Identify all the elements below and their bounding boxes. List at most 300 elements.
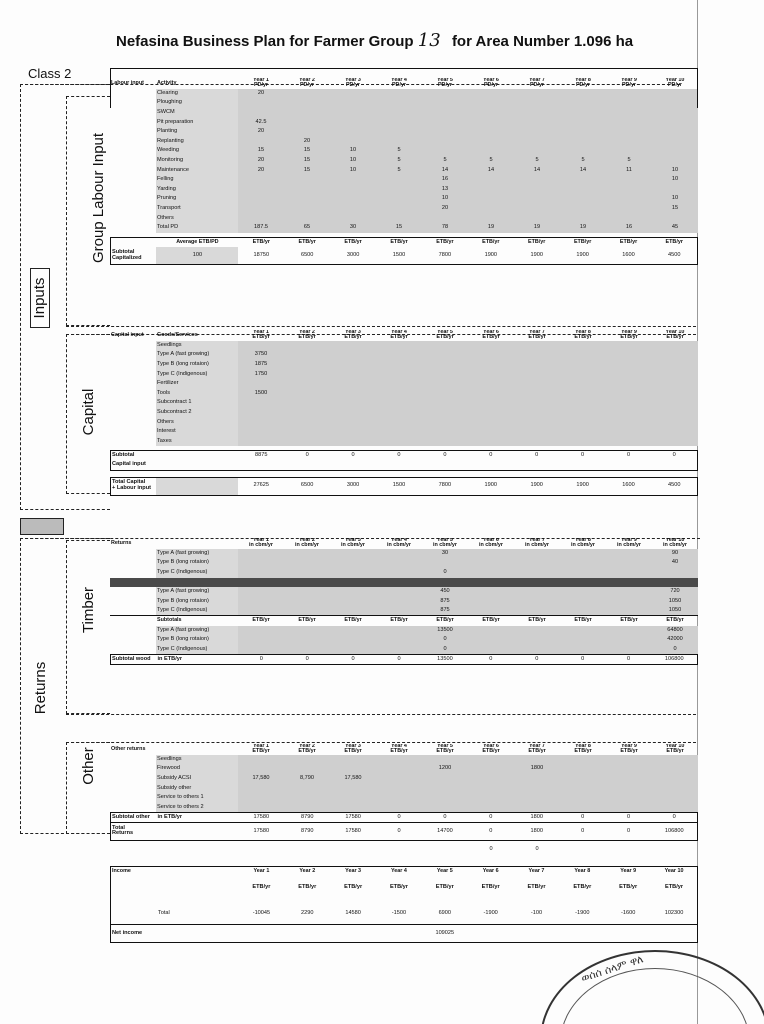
table-cell <box>606 194 652 204</box>
table-cell: Seedlings <box>156 341 238 351</box>
table-cell: Type C (Indigenous) <box>156 606 238 616</box>
column-header: Year 6 in cbm/yr <box>479 538 503 549</box>
table-cell <box>560 408 606 418</box>
table-cell: Service to others 1 <box>156 793 238 803</box>
table-cell <box>468 127 514 137</box>
table-cell: 15 <box>284 146 330 156</box>
table-cell: Subsidy ACSI <box>156 774 238 784</box>
table-cell <box>560 803 606 813</box>
table-cell <box>514 606 560 616</box>
table-cell <box>606 764 652 774</box>
table-cell <box>468 214 514 224</box>
table-cell <box>110 146 156 156</box>
table-cell: 875 <box>422 597 468 607</box>
capital-subtotal-table <box>110 450 698 470</box>
table-cell <box>238 341 284 351</box>
table-cell: -1900 <box>483 909 498 916</box>
table-cell: 1600 <box>622 482 635 489</box>
table-cell: ETB/yr <box>527 883 546 890</box>
table-cell: 1800 <box>530 813 543 820</box>
table-cell: 1500 <box>392 251 406 258</box>
table-cell: 0 <box>376 822 422 840</box>
table-cell: Taxes <box>156 437 238 447</box>
table-cell <box>652 360 698 370</box>
table-cell <box>468 626 514 636</box>
table-cell: 14 <box>422 166 468 176</box>
table-cell: 0 <box>626 813 631 820</box>
column-header: Year 7 ETB/yr <box>528 330 546 341</box>
table-row <box>110 437 698 447</box>
table-cell <box>514 793 560 803</box>
labour-bottom-line <box>66 326 696 327</box>
table-cell: ETB/yr <box>468 616 514 626</box>
table-cell: Type A (fast growing) <box>156 587 238 597</box>
table-cell <box>606 597 652 607</box>
table-cell <box>110 389 156 399</box>
other-section <box>110 744 698 855</box>
table-cell <box>238 108 284 118</box>
column-header: Year 4 ETB/yr <box>390 744 408 755</box>
table-cell <box>606 360 652 370</box>
table-cell <box>652 341 698 351</box>
table-cell: 0 <box>606 822 652 840</box>
table-cell <box>239 924 285 942</box>
table-cell <box>110 108 156 118</box>
table-cell <box>376 341 422 351</box>
table-cell <box>606 645 652 655</box>
table-cell: ETB/yr <box>390 238 408 245</box>
net-income-value: 109025 <box>422 924 468 942</box>
table-cell <box>110 214 156 224</box>
table-cell: 13 <box>422 185 468 195</box>
table-cell <box>606 803 652 813</box>
table-cell: Type C (Indigenous) <box>156 568 238 578</box>
total-capital-line: Total Capital <box>112 479 146 486</box>
table-cell <box>652 370 698 380</box>
table-cell: ETB/yr <box>252 883 271 890</box>
table-row <box>110 784 698 794</box>
table-cell <box>468 568 514 578</box>
table-cell: 0 <box>422 635 468 645</box>
table-cell <box>376 568 422 578</box>
table-cell <box>422 350 468 360</box>
table-cell <box>514 558 560 568</box>
farmer-group-number: 13 <box>417 30 441 51</box>
table-cell: ETB/yr <box>238 616 284 626</box>
table-cell: ETB/yr <box>573 238 592 245</box>
table-cell <box>110 398 156 408</box>
table-cell: ETB/yr <box>619 883 638 890</box>
table-cell <box>284 118 330 128</box>
table-cell: 11 <box>606 166 652 176</box>
table-cell <box>468 803 514 813</box>
table-cell <box>330 845 376 855</box>
table-cell: 27625 <box>253 482 270 489</box>
table-cell: 14700 <box>422 822 468 840</box>
table-cell: 15 <box>284 166 330 176</box>
table-row <box>110 635 698 645</box>
table-cell <box>422 370 468 380</box>
table-row <box>110 370 698 380</box>
table-cell: 0 <box>443 452 447 459</box>
total-row <box>111 813 698 823</box>
header-row <box>110 616 698 626</box>
table-cell <box>238 194 284 204</box>
table-cell <box>652 408 698 418</box>
title-prefix: Nefasina Business Plan for Farmer Group <box>116 33 414 50</box>
table-cell: 106800 <box>664 655 684 662</box>
table-cell: 0 <box>489 452 493 459</box>
table-cell <box>110 549 156 559</box>
total-returns-row <box>111 822 698 840</box>
table-cell <box>284 185 330 195</box>
table-row <box>110 156 698 166</box>
table-cell <box>468 418 514 428</box>
column-header: Year 3 ETB/yr <box>344 330 362 341</box>
table-cell <box>284 803 330 813</box>
table-cell: 102300 <box>664 909 684 916</box>
table-cell <box>468 389 514 399</box>
table-row <box>110 626 698 636</box>
table-cell: 0 <box>397 813 401 820</box>
table-cell <box>560 568 606 578</box>
table-cell: Subcontract 2 <box>156 408 238 418</box>
table-cell: 0 <box>489 845 493 852</box>
table-cell <box>560 427 606 437</box>
table-cell: Weeding <box>156 146 238 156</box>
column-header: Labour input <box>111 79 144 86</box>
table-cell: Subtotal wood <box>112 655 151 662</box>
table-cell <box>468 645 514 655</box>
table-cell: 14580 <box>345 909 361 916</box>
table-cell <box>110 341 156 351</box>
table-cell: 5 <box>376 166 422 176</box>
table-cell <box>560 398 606 408</box>
table-cell <box>605 924 651 942</box>
table-cell: 20 <box>238 89 284 99</box>
table-cell <box>514 204 560 214</box>
table-cell <box>111 909 157 919</box>
table-cell <box>284 398 330 408</box>
table-cell: Felling <box>156 175 238 185</box>
table-cell <box>652 185 698 195</box>
table-cell: 0 <box>489 813 493 820</box>
column-header: Year 1 in cbm/yr <box>249 538 273 549</box>
table-cell: 17580 <box>238 822 284 840</box>
table-cell: Year 2 <box>299 868 316 875</box>
table-cell <box>156 477 238 495</box>
table-cell: Income <box>112 868 131 875</box>
table-cell: 1200 <box>422 764 468 774</box>
table-cell: 3000 <box>346 251 360 258</box>
table-cell: ETB/yr <box>652 616 698 626</box>
table-cell <box>284 437 330 447</box>
column-header: Year 2 ETB/yr <box>298 330 316 341</box>
table-cell <box>560 214 606 224</box>
table-row <box>110 558 698 568</box>
table-cell: ETB/yr <box>573 883 592 890</box>
table-cell <box>238 587 284 597</box>
column-header: Year 5 ETB/yr <box>436 744 454 755</box>
income-total-row <box>111 909 697 919</box>
table-cell <box>652 755 698 765</box>
table-cell <box>560 645 606 655</box>
table-cell: 40 <box>652 558 698 568</box>
subtotal-label-row <box>111 460 698 470</box>
table-cell <box>376 185 422 195</box>
table-row <box>110 223 698 233</box>
table-cell: 6500 <box>300 482 314 489</box>
table-cell <box>110 166 156 176</box>
table-cell: Subcontract 1 <box>156 398 238 408</box>
table-cell <box>284 341 330 351</box>
column-header: Capital input <box>111 331 144 338</box>
table-cell <box>514 360 560 370</box>
table-cell <box>468 137 514 147</box>
table-cell <box>238 755 284 765</box>
table-cell <box>376 924 422 942</box>
table-cell: Year 6 <box>482 868 499 875</box>
table-cell <box>330 437 376 447</box>
table-cell <box>330 626 376 636</box>
table-cell <box>156 822 238 840</box>
table-cell <box>330 803 376 813</box>
table-cell <box>330 118 376 128</box>
table-cell <box>330 214 376 224</box>
table-cell <box>330 350 376 360</box>
table-cell <box>652 427 698 437</box>
column-header: Year 9 in cbm/yr <box>617 538 641 549</box>
table-row <box>110 146 698 156</box>
table-cell <box>110 793 156 803</box>
table-row <box>110 774 698 784</box>
column-header: Year 10 in cbm/yr <box>663 538 687 549</box>
column-header: Year 6 PD/yr <box>483 78 499 89</box>
table-cell <box>606 408 652 418</box>
table-cell <box>157 877 239 899</box>
table-cell <box>606 146 652 156</box>
column-header <box>156 744 238 755</box>
table-cell: in ETB/yr <box>157 655 183 662</box>
table-cell: 0 <box>535 655 539 662</box>
table-cell <box>560 764 606 774</box>
average-etb-per-pd: 100 <box>156 247 238 265</box>
table-cell <box>376 626 422 636</box>
table-cell <box>422 398 468 408</box>
table-cell <box>560 626 606 636</box>
table-row <box>110 175 698 185</box>
table-cell <box>468 360 514 370</box>
table-cell: Service to others 2 <box>156 803 238 813</box>
column-header: Year 7 ETB/yr <box>528 744 546 755</box>
table-cell <box>376 793 422 803</box>
table-cell: ETB/yr <box>482 238 500 245</box>
table-cell <box>284 793 330 803</box>
table-cell: 42.5 <box>238 118 284 128</box>
table-cell: Capital input <box>112 461 146 468</box>
table-cell <box>560 389 606 399</box>
table-cell: 1050 <box>652 597 698 607</box>
table-cell <box>284 568 330 578</box>
capitalized-label-line: Capitalized <box>112 254 142 261</box>
column-header: Year 5 in cbm/yr <box>433 538 457 549</box>
table-cell <box>284 370 330 380</box>
timber-subtotal-table <box>110 654 698 665</box>
table-cell <box>606 578 652 588</box>
table-cell <box>560 370 606 380</box>
table-cell <box>514 635 560 645</box>
column-header: Year 4 PD/yr <box>391 78 407 89</box>
table-cell <box>376 587 422 597</box>
table-cell: 8790 <box>284 822 330 840</box>
table-cell: 0 <box>259 655 263 662</box>
total-row <box>111 451 698 461</box>
table-cell <box>468 427 514 437</box>
table-cell <box>376 635 422 645</box>
table-cell <box>330 755 376 765</box>
table-cell <box>514 549 560 559</box>
column-header: Year 10 PD/yr <box>665 78 685 89</box>
table-cell <box>284 360 330 370</box>
table-cell: 4500 <box>668 482 681 489</box>
table-cell <box>560 379 606 389</box>
table-cell <box>468 924 514 942</box>
spacer-row <box>111 899 697 909</box>
column-header: Year 10 ETB/yr <box>665 744 685 755</box>
table-cell <box>238 398 284 408</box>
table-cell <box>238 597 284 607</box>
table-cell: 17580 <box>253 813 270 820</box>
table-cell: 17580 <box>345 813 361 820</box>
table-cell <box>284 127 330 137</box>
table-cell <box>330 127 376 137</box>
table-cell <box>560 204 606 214</box>
table-cell <box>422 845 468 855</box>
table-cell <box>560 774 606 784</box>
below-row <box>110 845 698 855</box>
table-cell <box>606 370 652 380</box>
table-cell <box>238 558 284 568</box>
table-cell <box>468 379 514 389</box>
table-cell: Total PD <box>156 223 238 233</box>
table-cell <box>376 418 422 428</box>
table-cell <box>514 379 560 389</box>
table-cell: 1800 <box>514 822 560 840</box>
table-cell <box>468 549 514 559</box>
table-cell <box>238 784 284 794</box>
table-cell <box>560 587 606 597</box>
table-cell <box>110 175 156 185</box>
divider-row <box>110 578 698 588</box>
table-cell <box>514 626 560 636</box>
column-header: Year 1 ETB/yr <box>252 330 270 341</box>
table-cell <box>110 558 156 568</box>
table-cell: 45 <box>652 223 698 233</box>
column-header: Year 9 ETB/yr <box>620 744 638 755</box>
table-cell <box>652 137 698 147</box>
table-cell: 0 <box>351 452 355 459</box>
table-cell <box>422 408 468 418</box>
table-cell <box>514 755 560 765</box>
header-row <box>110 538 698 549</box>
table-cell: Type C (Indigenous) <box>156 645 238 655</box>
table-cell <box>606 755 652 765</box>
table-cell <box>560 146 606 156</box>
income-table <box>111 867 697 942</box>
column-header: Year 2 PD/yr <box>299 78 315 89</box>
labour-section <box>110 68 698 265</box>
table-cell <box>238 578 284 588</box>
group-labour-input-label: Group Labour Input <box>90 132 107 264</box>
table-cell <box>284 784 330 794</box>
table-cell <box>468 341 514 351</box>
table-cell <box>238 427 284 437</box>
table-cell: 2290 <box>301 909 314 916</box>
table-cell <box>468 606 514 616</box>
class-label: Class 2 <box>28 66 72 81</box>
table-cell <box>422 793 468 803</box>
table-cell <box>652 108 698 118</box>
table-cell <box>284 389 330 399</box>
table-cell: 20 <box>238 127 284 137</box>
table-cell <box>238 175 284 185</box>
table-cell <box>514 175 560 185</box>
table-cell: 17,580 <box>238 774 284 784</box>
column-header: Year 2 in cbm/yr <box>295 538 319 549</box>
table-row <box>110 427 698 437</box>
table-row <box>110 793 698 803</box>
table-cell: 5 <box>376 146 422 156</box>
table-cell: 1050 <box>652 606 698 616</box>
table-cell: ETB/yr <box>344 238 362 245</box>
table-cell: 6900 <box>438 909 452 916</box>
table-cell: Type B (long rotaion) <box>156 635 238 645</box>
table-cell: Tools <box>156 389 238 399</box>
table-cell <box>514 341 560 351</box>
table-cell: 0 <box>422 645 468 655</box>
table-cell <box>110 204 156 214</box>
table-cell <box>376 108 422 118</box>
table-cell <box>110 127 156 137</box>
column-header: Year 6 ETB/yr <box>482 744 500 755</box>
table-cell: ETB/yr <box>665 883 684 890</box>
table-cell: 1900 <box>530 482 543 489</box>
table-cell <box>606 379 652 389</box>
income-section <box>110 866 698 943</box>
table-cell: 7800 <box>438 482 452 489</box>
table-cell: ETB/yr <box>619 238 638 245</box>
column-header: Returns <box>111 539 132 546</box>
table-cell: 17,580 <box>330 774 376 784</box>
table-cell <box>238 645 284 655</box>
income-units-row <box>111 877 697 899</box>
timber-bottom-line <box>66 714 696 715</box>
table-cell: Interest <box>156 427 238 437</box>
table-cell <box>652 784 698 794</box>
table-cell <box>376 803 422 813</box>
table-cell <box>468 597 514 607</box>
table-cell <box>468 408 514 418</box>
table-cell <box>560 558 606 568</box>
table-cell <box>560 755 606 765</box>
table-cell: 14 <box>560 166 606 176</box>
table-cell <box>376 606 422 616</box>
net-income-row <box>111 924 697 942</box>
table-cell <box>376 437 422 447</box>
table-cell <box>422 379 468 389</box>
table-cell: -1900 <box>575 909 590 916</box>
table-cell <box>284 924 330 942</box>
